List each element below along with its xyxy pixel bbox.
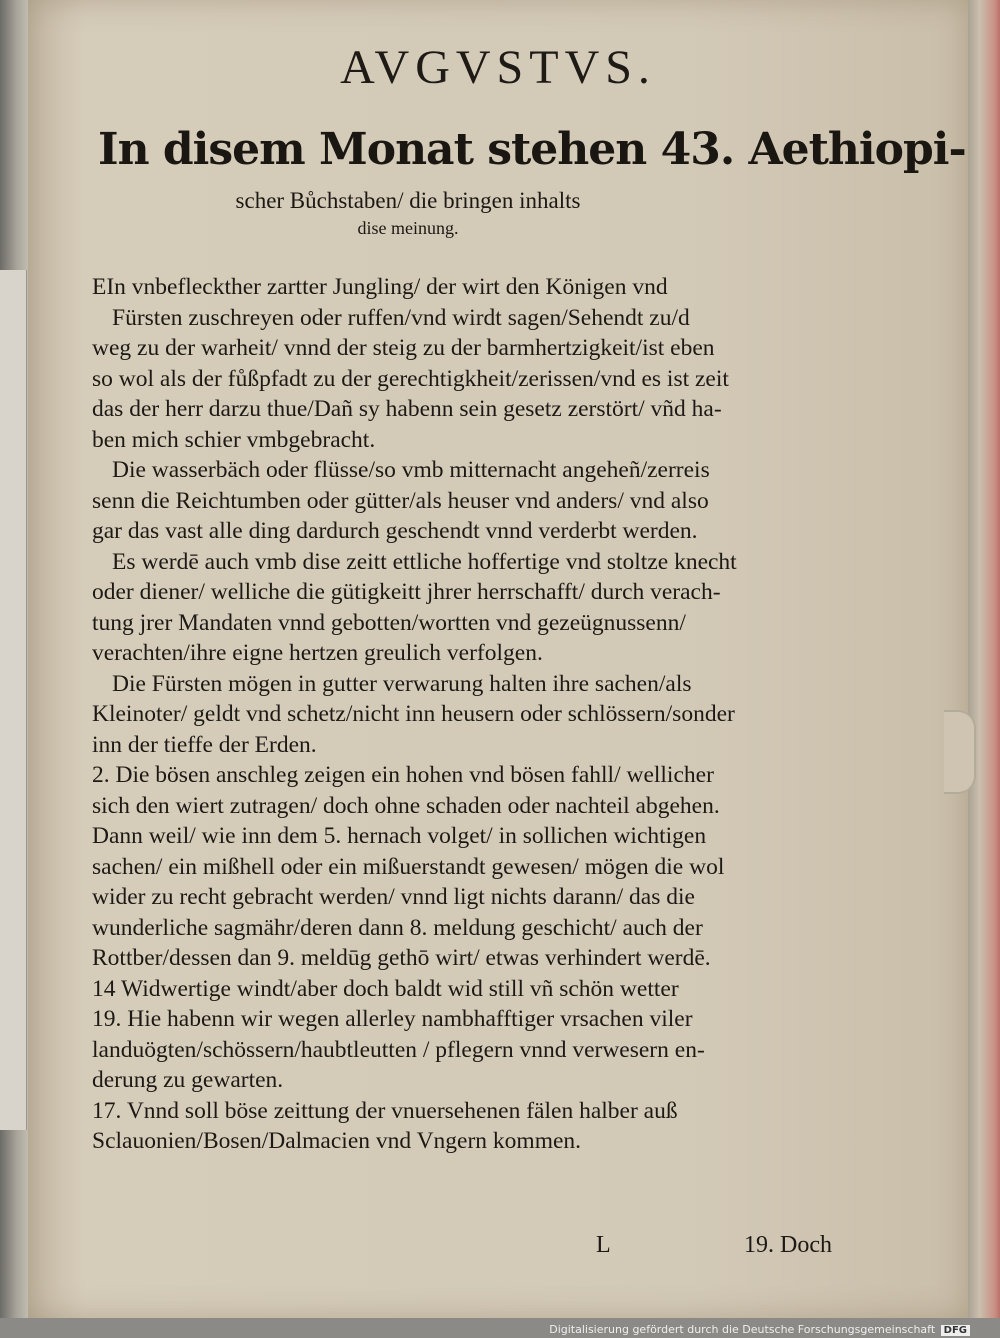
body-line: Fürsten zuschreyen oder ruffen/vnd wirdt sagen/Sehendt zu/d: [112, 304, 690, 331]
body-line: sich den wiert zutragen/ doch ohne schaden oder nachteil abgehen.: [92, 792, 720, 819]
body-line: tung jrer Mandaten vnnd gebotten/wortten vnd gezeügnussenn/: [92, 609, 686, 636]
heading-line-1: In disem Monat stehen 43. Aethiopi-: [98, 124, 966, 175]
body-line: 19. Hie habenn wir wegen allerley nambhafftiger vrsachen viler: [92, 1006, 693, 1032]
body-line: das der herr darzu thue/Dañ sy habenn sein gesetz zerstört/ vñd ha-: [92, 396, 722, 422]
body-line: 14 Widwertige windt/aber doch baldt wid still vñ schön wetter: [92, 975, 679, 1002]
body-text: [92, 272, 884, 1157]
body-line: inn der tieffe der Erden.: [92, 731, 317, 758]
body-line: Die Fürsten mögen in gutter verwarung halten ihre sachen/als: [112, 670, 692, 697]
dfg-badge: DFG: [941, 1325, 970, 1336]
body-line: weg zu der warheit/ vnnd der steig zu der barmhertzigkeit/ist eben: [92, 335, 715, 361]
body-line: gar das vast alle ding dardurch geschendt vnnd verderbt werden.: [92, 518, 698, 544]
body-line: Die wasserbäch oder flüsse/so vmb mitternacht angeheñ/zerreis: [112, 457, 710, 483]
body-line: Sclauonien/Bosen/Dalmacien vnd Vngern kommen.: [92, 1128, 582, 1154]
credit-text: Digitalisierung gefördert durch die Deutsche Forschungsgemeinschaft: [549, 1323, 936, 1336]
book-page: [28, 0, 968, 1318]
catchword: 19. Doch: [744, 1232, 832, 1258]
digitization-credit: [549, 1323, 970, 1336]
body-line: 17. Vnnd soll böse zeittung der vnuersehenen fälen halber auß: [92, 1097, 678, 1124]
body-line: Rottber/dessen dan 9. meldūg gethō wirt/ etwas verhindert werdē.: [92, 945, 711, 971]
body-line: landuögten/schössern/haubtleutten / pflegern vnnd verwesern en-: [92, 1036, 705, 1063]
body-line: Es werdē auch vmb dise zeitt ettliche hoffertige vnd stoltze knecht: [112, 548, 737, 575]
body-line: so wol als der fůßpfadt zu der gerechtigkheit/zerissen/vnd es ist zeit: [92, 365, 729, 392]
month-title: AVGVSTVS.: [340, 41, 656, 94]
body-line: Kleinoter/ geldt vnd schetz/nicht inn heusern oder schlössern/sonder: [92, 701, 735, 727]
body-line: 2. Die bösen anschleg zeigen ein hohen vnd bösen fahll/ wellicher: [92, 762, 714, 788]
body-line: Dann weil/ wie inn dem 5. hernach volget/ in sollichen wichtigen: [92, 823, 707, 849]
body-line: EIn vnbefleckther zartter Jungling/ der wirt den Königen vnd: [92, 274, 668, 300]
body-line: derung zu gewarten.: [92, 1067, 284, 1093]
body-line: verachten/ihre eigne hertzen greulich verfolgen.: [92, 640, 543, 666]
page-tab: [944, 710, 976, 794]
body-line: senn die Reichtumben oder gütter/als heuser vnd anders/ vnd also: [92, 487, 709, 514]
body-line: wunderliche sagmähr/deren dann 8. meldung geschicht/ auch der: [92, 914, 703, 941]
signature-mark: L: [596, 1232, 611, 1258]
body-line: wider zu recht gebracht werden/ vnnd ligt nichts darann/ das die: [92, 884, 695, 910]
right-page-edge: [966, 0, 1000, 1318]
body-line: sachen/ ein mißhell oder ein mißuerstandt gewesen/ mögen die wol: [92, 853, 725, 880]
body-line: oder diener/ welliche die gütigkeitt jhrer herrschafft/ durch verach-: [92, 579, 721, 605]
heading-line-2: scher Bůchstaben/ die bringen inhalts: [235, 188, 581, 213]
left-binding-strip: [0, 270, 27, 1130]
heading-line-3: dise meinung.: [357, 218, 459, 238]
body-line: ben mich schier vmbgebracht.: [92, 426, 376, 453]
